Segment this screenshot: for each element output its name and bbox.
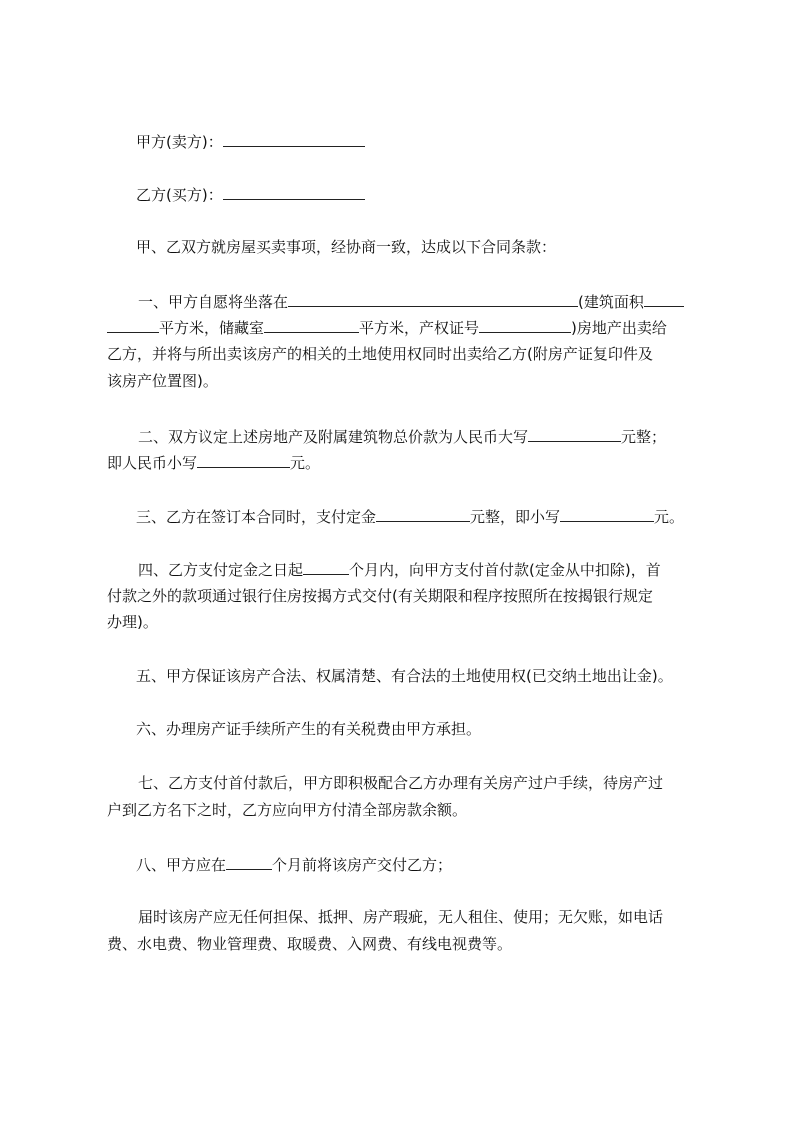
clause-1-line-4: 该房产位置图)。 [107,372,218,390]
intro-text: 甲、乙双方就房屋买卖事项，经协商一致，达成以下合同条款： [136,238,557,256]
party-b-blank [223,184,365,200]
delivery-months-blank [226,854,272,870]
total-price-words-blank [528,426,621,442]
clause-9-line-2: 费、水电费、物业管理费、取暖费、入网费、有线电视费等。 [107,935,513,953]
clause-2-line-1: 二、双方议定上述房地产及附属建筑物总价款为人民币大写 元整； [138,428,667,446]
total-price-digits-blank [197,452,290,468]
area-blank [107,317,159,333]
clause-4-line-3: 办理)。 [107,613,158,631]
party-b-label: 乙方(买方)： [136,186,223,204]
clause-4-line-2: 付款之外的款项通过银行住房按揭方式交付(有关期限和程序按照所在按揭银行规定 [107,587,653,605]
clause-3: 三、乙方在签订本合同时，支付定金 元整，即小写 元。 [136,508,685,526]
party-a-line [136,131,365,153]
certificate-number-blank [479,317,571,333]
deposit-digits-blank [560,506,654,522]
deposit-words-blank [376,506,470,522]
area-blank-start [644,291,684,307]
clause-4-line-1: 四、乙方支付定金之日起 个月内，向甲方支付首付款(定金从中扣除)，首 [138,561,661,579]
months-blank [303,559,349,575]
clause-1-line-2: 平方米，储藏室 平方米，产权证号 )房地产出卖给 [107,317,667,339]
location-blank [288,291,578,307]
clause-1-line-1: 一、甲方自愿将坐落在 (建筑面积 [138,291,684,313]
clause-7-line-2: 户到乙方名下之时，乙方应向甲方付清全部房款余额。 [107,801,468,819]
party-a-label: 甲方(卖方)： [136,133,223,151]
clause-7-line-1: 七、乙方支付首付款后，甲方即积极配合乙方办理有关房产过户手续，待房产过 [138,774,664,792]
party-a-blank [223,131,365,147]
clause-8: 八、甲方应在 个月前将该房产交付乙方； [136,856,453,874]
storage-area-blank [264,317,359,333]
clause-9-line-1: 届时该房产应无任何担保、抵押、房产瑕疵，无人租住、使用；无欠账，如电话 [138,908,664,926]
clause-2-line-2: 即人民币小写 元。 [107,454,321,472]
party-b-line [136,184,365,206]
clause-6: 六、办理房产证手续所产生的有关税费由甲方承担。 [136,720,482,738]
clause-1-line-3: 乙方，并将与所出卖该房产的相关的土地使用权同时出卖给乙方(附房产证复印件及 [107,345,653,363]
clause-5: 五、甲方保证该房产合法、权属清楚、有合法的土地使用权(已交纳土地出让金)。 [136,667,673,685]
